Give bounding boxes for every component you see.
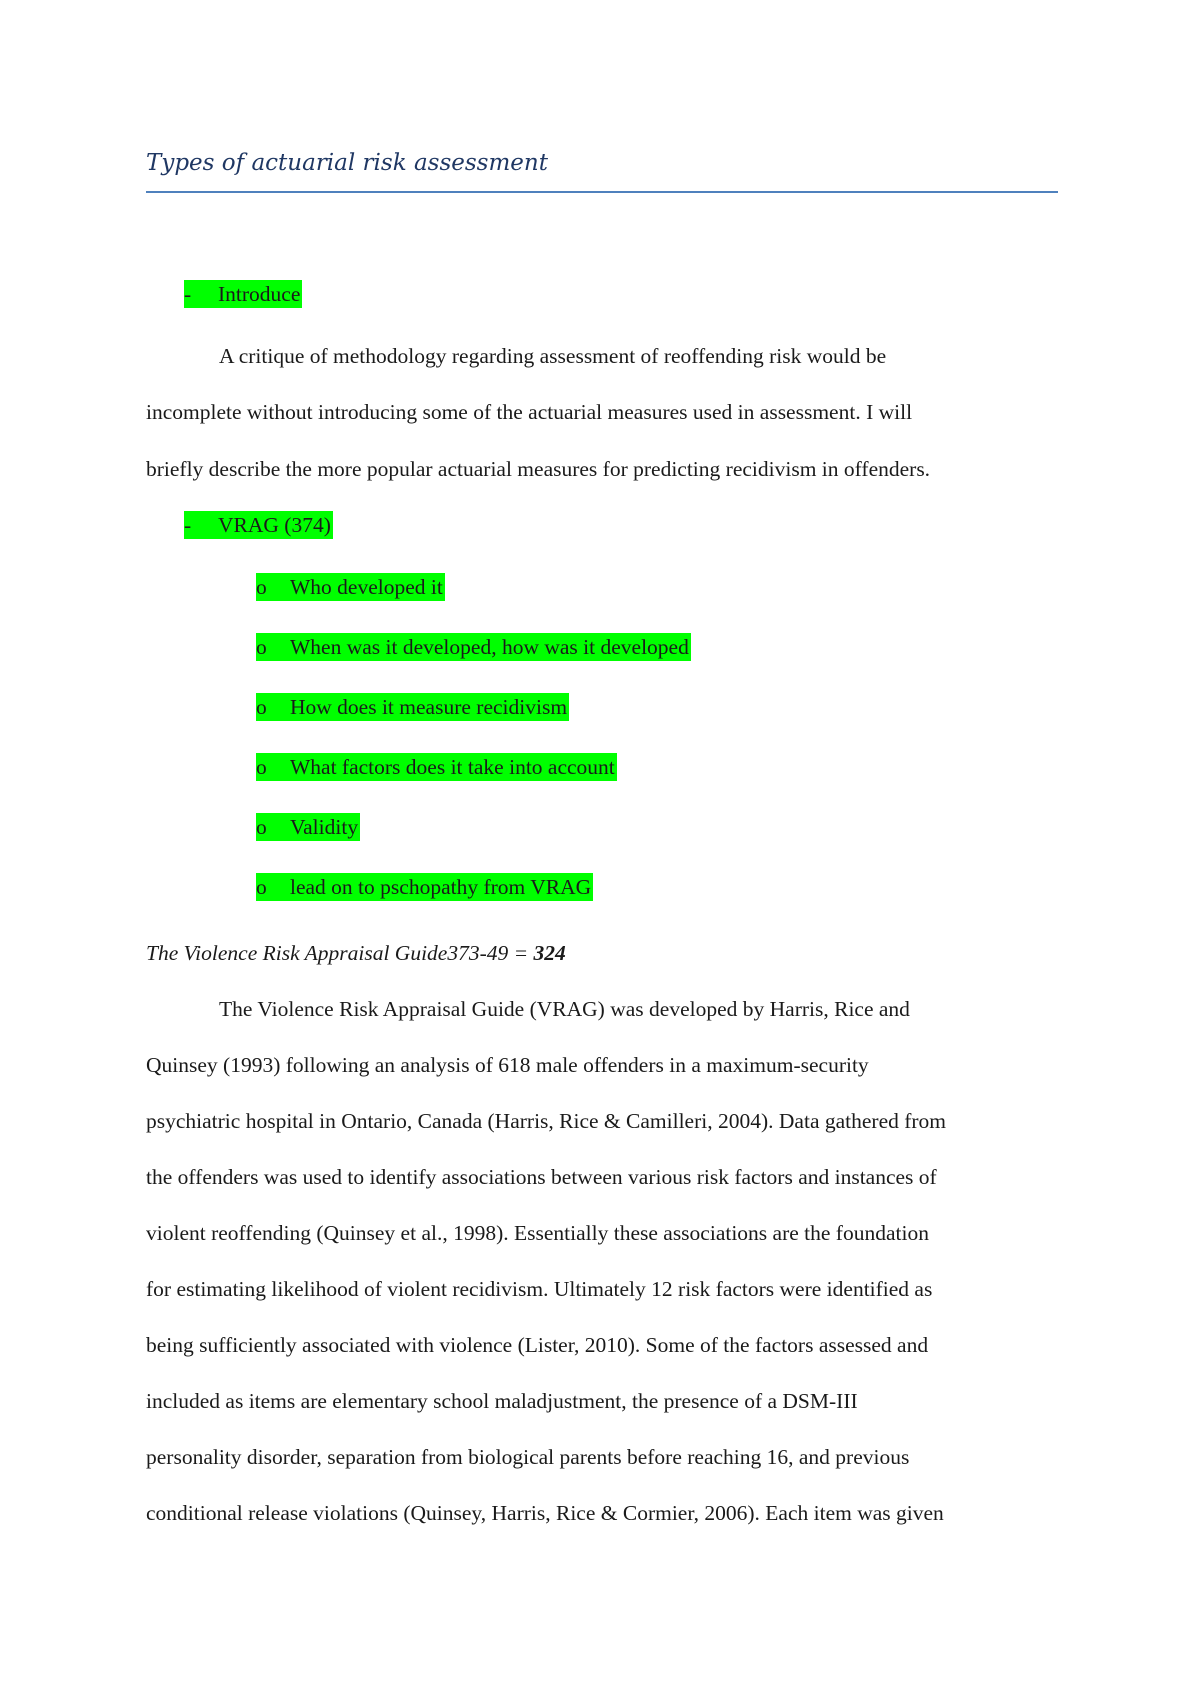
- bullet-introduce-text: Introduce: [218, 282, 301, 306]
- subheading-calc: 373-49 =: [447, 941, 534, 965]
- body-line-2: Quinsey (1993) following an analysis of 618 male offenders in a maximum-security: [146, 1053, 869, 1077]
- bullet-vrag-text: VRAG (374): [218, 513, 331, 537]
- subitem-2: [256, 633, 691, 661]
- body-line-8: included as items are elementary school maladjustment, the presence of a DSM-III: [146, 1389, 858, 1413]
- intro-line-2: incomplete without introducing some of the actuarial measures used in assessment. I will: [146, 400, 913, 424]
- subitem-marker: o: [256, 575, 267, 599]
- bullet-introduce: [184, 280, 302, 308]
- subitem-6: [256, 873, 593, 901]
- body-line-9: personality disorder, separation from biological parents before reaching 16, and previous: [146, 1445, 910, 1469]
- bullet-vrag: [184, 511, 333, 539]
- heading-underline: [146, 191, 1058, 193]
- subheading: [146, 939, 566, 967]
- subitem-text: Validity: [290, 815, 359, 839]
- subitem-text: What factors does it take into account: [290, 755, 615, 779]
- subitem-5: [256, 813, 360, 841]
- bullet-dash-marker: -: [184, 282, 192, 306]
- subitem-marker: o: [256, 875, 267, 899]
- subitem-4: [256, 753, 617, 781]
- section-heading: Types of actuarial risk assessment: [146, 150, 548, 176]
- body-line-10: conditional release violations (Quinsey, Harris, Rice & Cormier, 2006). Each item was given: [146, 1501, 944, 1525]
- intro-line-3: briefly describe the more popular actuarial measures for predicting recidivism in offenders.: [146, 457, 931, 481]
- body-line-1: The Violence Risk Appraisal Guide (VRAG) was developed by Harris, Rice and: [219, 997, 910, 1021]
- bullet-dash-marker: -: [184, 513, 192, 537]
- subitem-3: [256, 693, 569, 721]
- subitem-marker: o: [256, 815, 267, 839]
- body-line-3: psychiatric hospital in Ontario, Canada (Harris, Rice & Camilleri, 2004). Data gathered from: [146, 1109, 947, 1133]
- subitem-text: Who developed it: [290, 575, 443, 599]
- subheading-title: The Violence Risk Appraisal Guide: [146, 941, 448, 965]
- subitem-1: [256, 573, 445, 601]
- body-line-6: for estimating likelihood of violent recidivism. Ultimately 12 risk factors were identified as: [146, 1277, 933, 1301]
- body-line-7: being sufficiently associated with violence (Lister, 2010). Some of the factors assessed and: [146, 1333, 929, 1357]
- body-line-4: the offenders was used to identify associations between various risk factors and instances of: [146, 1165, 937, 1189]
- intro-line-1: A critique of methodology regarding assessment of reoffending risk would be: [219, 344, 887, 368]
- subitem-marker: o: [256, 755, 267, 779]
- body-line-5: violent reoffending (Quinsey et al., 1998). Essentially these associations are the foundation: [146, 1221, 929, 1245]
- subitem-text: lead on to pschopathy from VRAG: [290, 875, 592, 899]
- subitem-text: How does it measure recidivism: [290, 695, 568, 719]
- subitem-marker: o: [256, 635, 267, 659]
- subheading-result: 324: [533, 941, 566, 965]
- subitem-text: When was it developed, how was it developed: [290, 635, 689, 659]
- subitem-marker: o: [256, 695, 267, 719]
